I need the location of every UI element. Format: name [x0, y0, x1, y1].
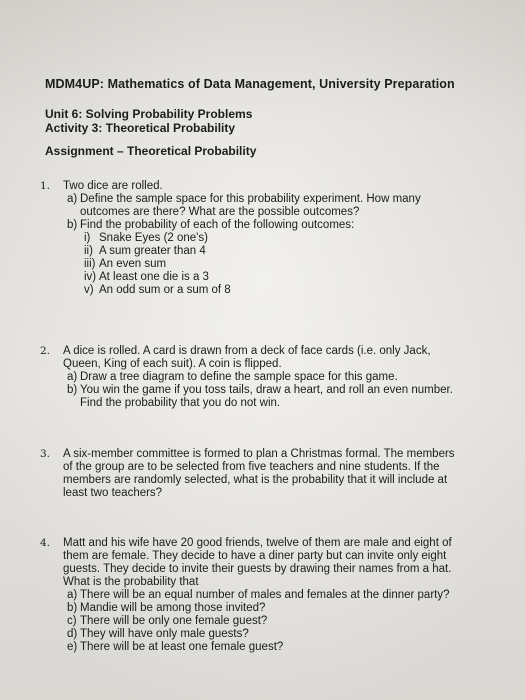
question-number: 1.: [40, 180, 51, 192]
question-subpart: [84, 258, 490, 271]
question-subpart: [84, 232, 490, 245]
question-subpart: [84, 245, 490, 258]
question-stem-line: Matt and his wife have 20 good friends, twelve of them are male and eight of: [63, 537, 452, 549]
question-part-text: Mandie will be among those invited?: [80, 602, 266, 614]
question-stem: [63, 537, 490, 589]
course-title: MDM4UP: Mathematics of Data Management, University Preparation: [45, 77, 455, 91]
question-part: [67, 602, 490, 615]
question-part-line: [80, 206, 490, 219]
question-part: [67, 641, 490, 654]
question-part-line: [67, 628, 490, 641]
question-part-line: [67, 193, 490, 206]
question-part-label: a): [67, 371, 78, 383]
question-part: [67, 219, 490, 232]
question-stem-line: A dice is rolled. A card is drawn from a deck of face cards (i.e. only Jack,: [63, 345, 431, 357]
question-subpart: [84, 271, 490, 284]
question-part-label: a): [67, 589, 78, 601]
question-part-label: b): [67, 602, 78, 614]
question-subpart-text: An odd sum or a sum of 8: [99, 284, 231, 296]
question-part-text: Find the probability that you do not win.: [80, 397, 281, 409]
question-part-text: You win the game if you toss tails, draw a heart, and roll an even number.: [80, 384, 453, 396]
question-part-line: [67, 589, 490, 602]
question-part-label: b): [67, 219, 78, 231]
question-part: [67, 371, 490, 384]
question-part: [67, 589, 490, 602]
question-subpart-text: At least one die is a 3: [99, 271, 209, 283]
question-part-text: Find the probability of each of the following outcomes:: [80, 219, 355, 231]
question-number: 2.: [40, 345, 51, 357]
question-stem-line: them are female. They decide to have a diner party but can invite only eight: [63, 550, 447, 562]
question-stem-line: guests. They decide to invite their guests by drawing their names from a hat.: [63, 563, 452, 575]
question-stem-line: least two teachers?: [63, 487, 163, 499]
question-1: [40, 180, 490, 297]
question-number: 4.: [40, 537, 51, 549]
question-part-label: c): [67, 615, 77, 627]
question-subpart-label: ii): [84, 245, 93, 257]
question-stem-line: A six-member committee is formed to plan a Christmas formal. The members: [63, 448, 455, 460]
question-subpart: [84, 284, 490, 297]
question-3: [40, 448, 490, 500]
question-part-text: There will be at least one female guest?: [80, 641, 284, 653]
question-part-line: [67, 371, 490, 384]
question-subpart-label: iii): [84, 258, 96, 270]
question-part-line: [67, 615, 490, 628]
question-subpart-label: v): [84, 284, 94, 296]
question-part-text: They will have only male guests?: [80, 628, 249, 640]
question-part-text: There will be an equal number of males and females at the dinner party?: [80, 589, 450, 601]
question-part-label: b): [67, 384, 78, 396]
question-stem-line: Two dice are rolled.: [63, 180, 163, 192]
question-part-line: [80, 397, 490, 410]
question-subpart-text: Snake Eyes (2 one's): [99, 232, 208, 244]
question-subpart-text: An even sum: [99, 258, 167, 270]
question-part-text: outcomes are there? What are the possible outcomes?: [80, 206, 360, 218]
question-part-line: [67, 384, 490, 397]
question-subpart-text: A sum greater than 4: [99, 245, 206, 257]
question-part-line: [67, 602, 490, 615]
question-part-label: e): [67, 641, 78, 653]
question-stem-line: members are randomly selected, what is the probability that it will include at: [63, 474, 448, 486]
question-2: [40, 345, 490, 410]
question-number: 3.: [40, 448, 51, 460]
question-stem-line: What is the probability that: [63, 576, 199, 588]
question-part: [67, 628, 490, 641]
question-subpart-label: i): [84, 232, 91, 244]
question-part-text: There will be only one female guest?: [80, 615, 268, 627]
question-stem: [63, 448, 490, 500]
question-stem-line: Queen, King of each suit). A coin is flipped.: [63, 358, 282, 370]
question-stem: [63, 180, 490, 193]
assignment-heading: Assignment – Theoretical Probability: [45, 144, 257, 158]
unit-heading: Unit 6: Solving Probability Problems: [45, 107, 253, 121]
question-part: [67, 193, 490, 219]
question-part-line: [67, 641, 490, 654]
question-stem-line: of the group are to be selected from five teachers and nine students. If the: [63, 461, 440, 473]
question-part: [67, 384, 490, 410]
activity-heading: Activity 3: Theoretical Probability: [45, 121, 236, 135]
question-part-text: Draw a tree diagram to define the sample space for this game.: [80, 371, 398, 383]
question-part-label: a): [67, 193, 78, 205]
question-part-label: d): [67, 628, 78, 640]
question-subpart-label: iv): [84, 271, 97, 283]
question-part: [67, 615, 490, 628]
question-part-line: [67, 219, 490, 232]
question-4: [40, 537, 490, 654]
question-part-text: Define the sample space for this probability experiment. How many: [80, 193, 421, 205]
question-stem: [63, 345, 490, 371]
